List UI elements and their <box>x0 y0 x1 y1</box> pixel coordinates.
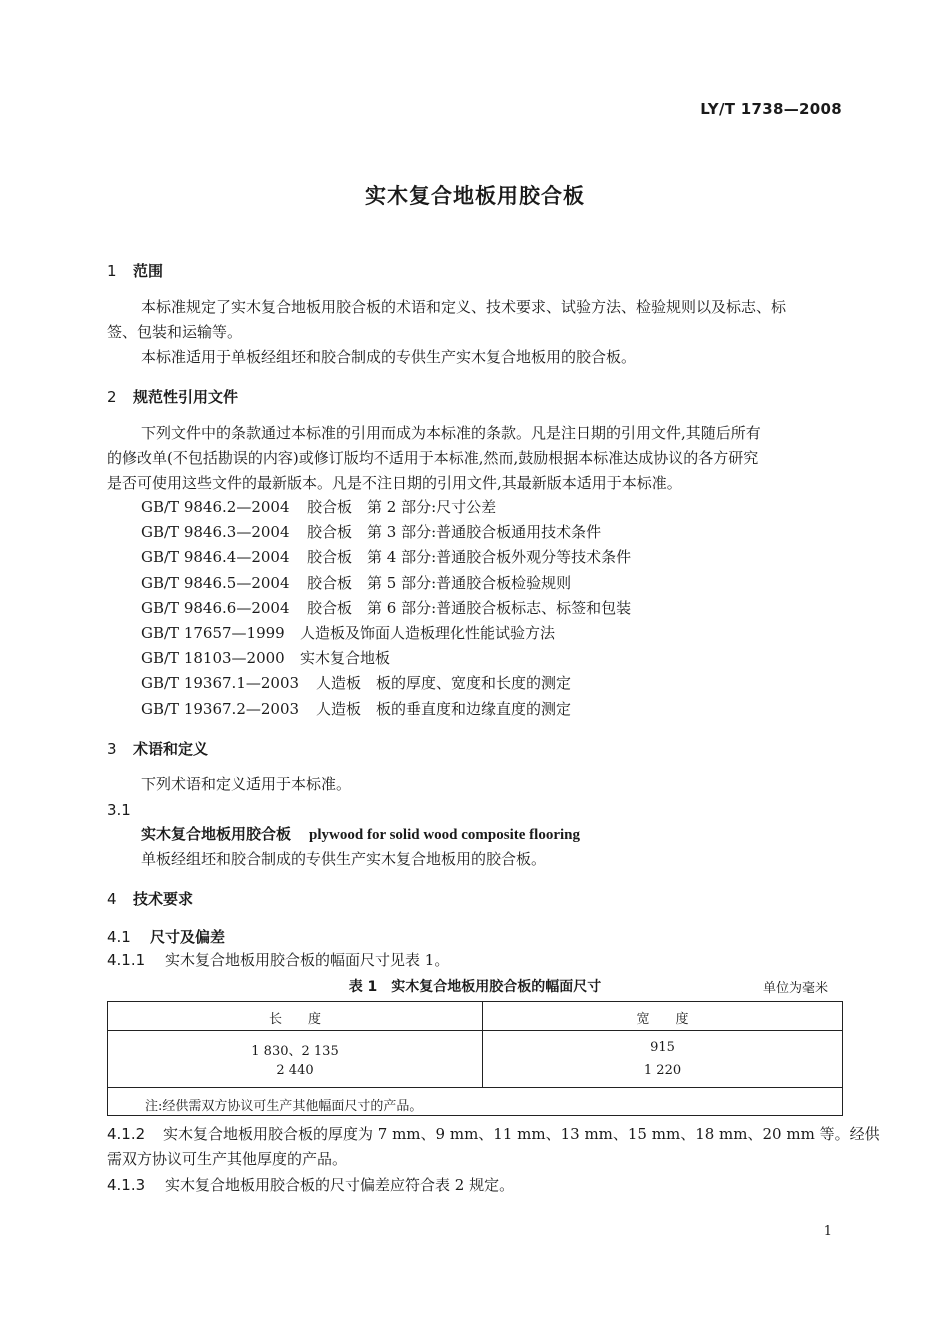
subsection-title: 尺寸及偏差 <box>150 928 226 946</box>
subsection-number: 4.1 <box>107 928 131 946</box>
table-1-note: 注:经供需双方协议可生产其他幅面尺寸的产品。 <box>145 1099 423 1114</box>
section-2-heading <box>107 386 238 407</box>
section-number: 4 <box>107 890 117 908</box>
clause-4-1-2-line-1 <box>107 1122 880 1147</box>
clause-text: 实木复合地板用胶合板的厚度为 7 mm、9 mm、11 mm、13 mm、15 mm、18 mm、20 mm 等。经供 <box>163 1125 880 1143</box>
normative-intro-line-3: 是否可使用这些文件的最新版本。凡是不注日期的引用文件,其最新版本适用于本标准。 <box>107 474 682 492</box>
term-chinese: 实木复合地板用胶合板 <box>141 825 292 843</box>
terms-intro: 下列术语和定义适用于本标准。 <box>141 775 352 793</box>
term-3-1-number: 3.1 <box>107 801 131 819</box>
normative-intro-line-1: 下列文件中的条款通过本标准的引用而成为本标准的条款。凡是注日期的引用文件,其随后所有 <box>141 424 761 442</box>
table-cell: 2 440 <box>276 1063 314 1078</box>
reference-code: GB/T 9846.3—2004 <box>141 523 290 542</box>
term-3-1-heading <box>141 822 580 848</box>
reference-title: 胶合板 第 4 部分:普通胶合板外观分等技术条件 <box>307 548 632 567</box>
reference-title: 胶合板 第 3 部分:普通胶合板通用技术条件 <box>307 523 602 542</box>
section-1-heading <box>107 260 163 281</box>
clause-4-1-1 <box>107 948 449 973</box>
subsection-4-1-heading <box>107 926 225 947</box>
clause-4-1-3 <box>107 1173 514 1198</box>
reference-code: GB/T 18103—2000 <box>141 649 285 668</box>
reference-title: 人造板及饰面人造板理化性能试验方法 <box>300 624 556 642</box>
document-title: 实木复合地板用胶合板 <box>365 184 585 208</box>
reference-code: GB/T 17657—1999 <box>141 624 285 642</box>
reference-title: 人造板 板的垂直度和边缘直度的测定 <box>316 699 572 718</box>
reference-code: GB/T 9846.2—2004 <box>141 498 290 516</box>
scope-paragraph-1-line-2: 签、包装和运输等。 <box>107 323 243 341</box>
page-number: 1 <box>823 1224 832 1239</box>
term-3-1-definition: 单板经组坯和胶合制成的专供生产实木复合地板用的胶合板。 <box>141 850 547 868</box>
reference-code: GB/T 9846.4—2004 <box>141 548 290 567</box>
section-number: 2 <box>107 388 117 406</box>
reference-item <box>141 546 631 567</box>
scope-paragraph-2: 本标准适用于单板经组坯和胶合制成的专供生产实木复合地板用的胶合板。 <box>141 348 637 366</box>
reference-code: GB/T 19367.1—2003 <box>141 674 300 693</box>
term-english: plywood for solid wood composite flooring <box>309 827 581 843</box>
reference-title: 人造板 板的厚度、宽度和长度的测定 <box>316 674 572 693</box>
table-1-title: 表 1 实木复合地板用胶合板的幅面尺寸 <box>348 979 602 995</box>
table-1-unit: 单位为毫米 <box>762 981 828 996</box>
reference-title: 胶合板 第 6 部分:普通胶合板标志、标签和包装 <box>307 598 632 617</box>
table-cell: 1 220 <box>643 1063 682 1078</box>
reference-item <box>141 698 571 719</box>
clause-text: 实木复合地板用胶合板的尺寸偏差应符合表 2 规定。 <box>165 1176 515 1194</box>
section-title: 规范性引用文件 <box>133 388 239 406</box>
reference-code: GB/T 19367.2—2003 <box>141 699 300 718</box>
reference-item <box>141 572 571 593</box>
section-title: 术语和定义 <box>133 740 209 758</box>
table-1 <box>107 1001 843 1116</box>
section-number: 1 <box>107 262 117 280</box>
clause-4-1-2-line-2: 需双方协议可生产其他厚度的产品。 <box>107 1150 348 1168</box>
reference-title: 实木复合地板 <box>300 649 391 668</box>
clause-number: 4.1.1 <box>107 951 146 969</box>
clause-text: 实木复合地板用胶合板的幅面尺寸见表 1。 <box>165 951 450 969</box>
reference-item <box>141 622 555 643</box>
section-title: 技术要求 <box>133 890 194 908</box>
reference-item <box>141 672 571 693</box>
reference-title: 胶合板 第 2 部分:尺寸公差 <box>307 498 497 516</box>
standard-number: LY/T 1738—2008 <box>700 100 842 118</box>
normative-intro-line-2: 的修改单(不包括勘误的内容)或修订版均不适用于本标准,然而,鼓励根据本标准达成协议的各方研究 <box>107 449 759 467</box>
clause-number: 4.1.3 <box>107 1176 146 1194</box>
table-cell: 1 830、2 135 <box>251 1044 339 1059</box>
clause-number: 4.1.2 <box>107 1125 146 1143</box>
reference-title: 胶合板 第 5 部分:普通胶合板检验规则 <box>307 573 572 592</box>
section-3-heading <box>107 738 208 759</box>
section-number: 3 <box>107 740 117 758</box>
table-header-length: 长 度 <box>268 1012 321 1027</box>
section-title: 范围 <box>133 262 164 280</box>
reference-item <box>141 597 631 618</box>
reference-item <box>141 521 601 542</box>
reference-item <box>141 647 390 668</box>
reference-code: GB/T 9846.5—2004 <box>141 573 290 592</box>
scope-paragraph-1-line-1: 本标准规定了实木复合地板用胶合板的术语和定义、技术要求、试验方法、检验规则以及标志、标 <box>141 298 787 316</box>
reference-item <box>141 496 496 517</box>
table-cell: 915 <box>650 1040 675 1055</box>
table-header-width: 宽 度 <box>636 1012 689 1027</box>
section-4-heading <box>107 888 193 909</box>
reference-code: GB/T 9846.6—2004 <box>141 598 290 617</box>
